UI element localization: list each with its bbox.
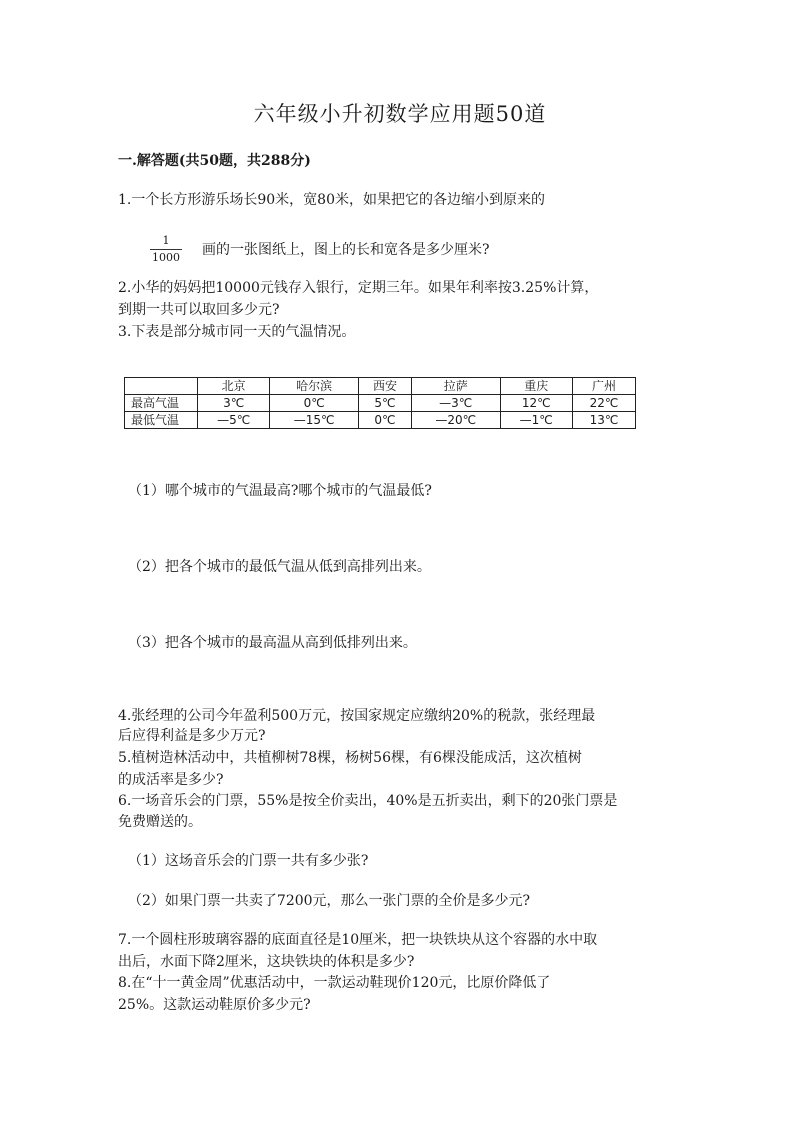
table-cell: —3℃ <box>411 395 500 412</box>
table-header-cell: 重庆 <box>500 378 572 395</box>
table-header-cell: 西安 <box>358 378 411 395</box>
q6-sub1: （1）这场音乐会的门票一共有多少张? <box>128 853 369 869</box>
table-cell: 0℃ <box>358 412 411 429</box>
q6-line1: 6.一场音乐会的门票，55%是按全价卖出，40%是五折卖出，剩下的20张门票是 <box>118 793 618 809</box>
q6-line2: 免费赠送的。 <box>118 814 202 830</box>
temperature-table <box>124 377 636 429</box>
q7-line2: 出后，水面下降2厘米，这块铁块的体积是多少? <box>118 954 415 970</box>
q2-line2: 到期一共可以取回多少元? <box>118 302 280 318</box>
table-cell: —15℃ <box>270 412 359 429</box>
table-cell: —1℃ <box>500 412 572 429</box>
q1-line2: 画的一张图纸上，图上的长和宽各是多少厘米? <box>202 242 490 258</box>
q8-line2: 25%。这款运动鞋原价多少元? <box>118 997 311 1013</box>
table-header-cell: 拉萨 <box>411 378 500 395</box>
q6-sub2: （2）如果门票一共卖了7200元，那么一张门票的全价是多少元? <box>128 893 531 909</box>
fraction-bar <box>150 249 182 250</box>
table-row-label: 最高气温 <box>125 395 198 412</box>
q4-line1: 4.张经理的公司今年盈利500万元，按国家规定应缴纳20%的税款，张经理最 <box>118 708 596 724</box>
q3-sub3: （3）把各个城市的最高温从高到低排列出来。 <box>128 635 417 651</box>
table-row <box>125 395 636 412</box>
table-cell: 5℃ <box>358 395 411 412</box>
q7-line1: 7.一个圆柱形玻璃容器的底面直径是10厘米，把一块铁块从这个容器的水中取 <box>118 932 598 948</box>
fraction-denominator: 1000 <box>152 251 180 264</box>
table-row <box>125 412 636 429</box>
table-row-label: 最低气温 <box>125 412 198 429</box>
q5-line2: 的成活率是多少? <box>118 772 224 788</box>
q1-line1: 1.一个长方形游乐场长90米，宽80米，如果把它的各边缩小到原来的 <box>118 192 545 208</box>
table-cell: 3℃ <box>198 395 270 412</box>
fraction-numerator: 1 <box>162 234 170 247</box>
q3-line1: 3.下表是部分城市同一天的气温情况。 <box>118 324 356 340</box>
table-corner-cell <box>125 378 198 395</box>
page-title: 六年级小升初数学应用题50道 <box>253 102 547 126</box>
table-cell: 0℃ <box>270 395 359 412</box>
q2-line1: 2.小华的妈妈把10000元钱存入银行，定期三年。如果年利率按3.25%计算， <box>118 280 599 296</box>
table-cell: —20℃ <box>411 412 500 429</box>
section-heading: 一.解答题(共50题，共288分) <box>118 153 311 169</box>
table-header-row <box>125 378 636 395</box>
table-cell: —5℃ <box>198 412 270 429</box>
table-cell: 12℃ <box>500 395 572 412</box>
table-header-cell: 哈尔滨 <box>270 378 359 395</box>
q3-sub1: （1）哪个城市的气温最高?哪个城市的气温最低? <box>128 483 432 499</box>
table-header-cell: 广州 <box>572 378 635 395</box>
q5-line1: 5.植树造林活动中，共植柳树78棵，杨树56棵，有6棵没能成活，这次植树 <box>118 750 582 766</box>
q3-sub2: （2）把各个城市的最低气温从低到高排列出来。 <box>128 559 431 575</box>
table-cell: 13℃ <box>572 412 635 429</box>
table-header-cell: 北京 <box>198 378 270 395</box>
q1-fraction <box>150 234 182 265</box>
q4-line2: 后应得利益是多少万元? <box>118 728 266 744</box>
q8-line1: 8.在“十一黄金周”优惠活动中，一款运动鞋现价120元，比原价降低了 <box>118 975 551 991</box>
table-cell: 22℃ <box>572 395 635 412</box>
